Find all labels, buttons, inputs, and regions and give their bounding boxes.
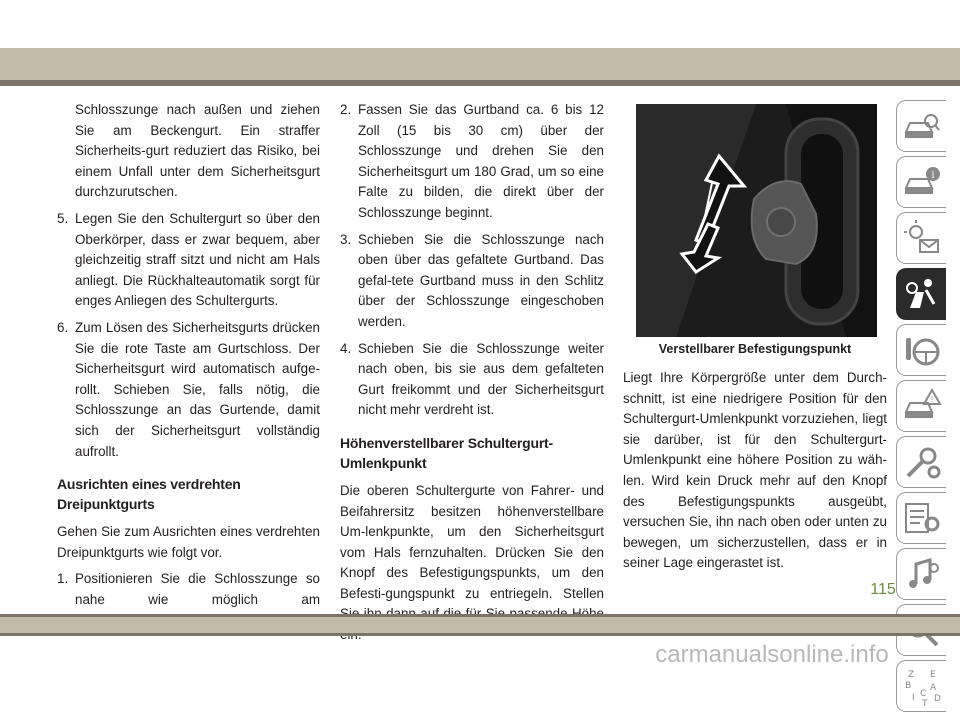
tab-service[interactable]	[896, 436, 946, 488]
list-number: 1.	[57, 571, 69, 587]
list-number: 2.	[340, 102, 352, 117]
tab-safety[interactable]	[896, 268, 946, 320]
index-letter: E	[929, 670, 936, 680]
music-gear-icon	[902, 554, 942, 594]
seatbelt-anchor-image	[636, 104, 877, 337]
column-left	[57, 100, 320, 637]
svg-text:i: i	[930, 170, 935, 181]
light-mail-icon	[902, 218, 942, 258]
list-text: Legen Sie den Schultergurt so über den Oberkörper, dass er zwar bequem, aber gleichzeitig straff sitzt und nicht am Hals anliegt. Die Rückhalteautomatik sorgt für enges Anliegen des Schultergurts.	[75, 210, 320, 309]
tab-emergency[interactable]	[896, 380, 946, 432]
column-middle	[340, 100, 604, 652]
header-band	[0, 48, 960, 80]
index-letter: C	[919, 689, 926, 699]
index-letter: B	[904, 681, 911, 691]
list-number: 4.	[340, 340, 352, 356]
page-number: 115	[870, 581, 896, 598]
list-text: Schieben Sie die Schlosszunge nach oben über das gefaltete Gurtband. Das gefal-tete Gurtband muss in den Schlitz über der Schlosszunge eingeschoben werden.	[358, 231, 604, 329]
index-letter: D	[933, 694, 941, 704]
list-item	[340, 230, 604, 333]
list-number: 5.	[57, 210, 69, 226]
section-heading: Höhenverstellbarer Schultergurt-Umlenkpunkt	[340, 434, 553, 471]
list-item	[57, 209, 320, 312]
index-letter: I	[911, 693, 915, 703]
list-item	[340, 339, 604, 421]
steering-wheel-icon	[902, 330, 942, 370]
list-item	[57, 318, 320, 462]
anchor-photo	[636, 104, 877, 337]
header-rule	[0, 80, 960, 86]
tab-multimedia[interactable]	[896, 548, 946, 600]
tab-driving[interactable]	[896, 324, 946, 376]
footer-band	[0, 617, 960, 633]
index-letter: A	[929, 683, 936, 693]
list-number: 6.	[57, 319, 69, 335]
list-text: Positionieren Sie die Schlosszunge so nahe wie möglich am	[75, 571, 320, 607]
intro-paragraph: Schlosszunge nach außen und ziehen Sie am Beckengurt. Ein straffer Sicherheits-gurt reduziert das Risiko, bei einem Unfall unter dem Sicherheitsgurt durchzurutschen.	[75, 102, 320, 200]
list-text: Zum Lösen des Sicherheitsgurts drücken Sie die rote Taste am Gurtschloss. Der Sicherheitsgurt wird automatisch aufge-rollt. Schieben Sie, falls nötig, die Schlosszunge an das Gurtende, damit sich der Sicherheitsgurt vollständig aufrollt.	[75, 319, 320, 459]
body-paragraph: Gehen Sie zum Ausrichten eines verdrehten Dreipunktgurts wie folgt vor.	[57, 524, 320, 560]
list-item	[340, 100, 604, 224]
svg-text:!: !	[930, 395, 933, 404]
body-paragraph: Die oberen Schultergurte von Fahrer- und Beifahrersitz besitzen höhenverstellbare Um-lenkpunkte, um den Sicherheitsgurt vom Hals fernzuhalten. Drücken Sie den Knopf des Befestigungspunkts, um den Befesti-gungspunkt zu entriegeln. Stellen	[340, 482, 604, 601]
section-heading: Ausrichten eines verdrehten Dreipunktgurts	[57, 476, 241, 513]
car-info-icon	[902, 162, 942, 202]
spec-list-gear-icon	[902, 498, 942, 538]
index-letter: T	[921, 699, 927, 706]
column-right	[623, 368, 887, 580]
tab-vehicle-search[interactable]	[896, 100, 946, 152]
tools-icon	[902, 442, 942, 482]
tab-specifications[interactable]	[896, 492, 946, 544]
warning-car-icon	[902, 386, 942, 426]
watermark-text: carmanualsonline.info	[655, 641, 889, 668]
list-text: Fassen Sie das Gurtband ca. 6 bis 12 Zoll (15 bis 30 cm) über der Schlosszunge und drehen Sie den Sicherheitsgurt um 180 Grad, um so eine Falte zu bilden, die direkt über der Schlosszunge beginnt.	[358, 102, 604, 220]
index-letters-icon	[902, 666, 942, 706]
tab-vehicle-info[interactable]	[896, 156, 946, 208]
footer-rule	[0, 633, 960, 636]
tab-lights-messages[interactable]	[896, 212, 946, 264]
figure-caption: Verstellbarer Befestigungspunkt	[658, 342, 852, 356]
list-text: Schieben Sie die Schlosszunge weiter nach oben, bis sie aus dem gefalteten Gurt freikommt und der Sicherheitsgurt nicht mehr verdreht ist.	[358, 340, 604, 418]
list-number: 3.	[340, 231, 352, 247]
index-letter: Z	[907, 670, 914, 680]
body-paragraph: Liegt Ihre Körpergröße unter dem Durch-schnitt, ist eine niedrigere Position für den Schultergurt-Umlenkpunkt vorzuziehen, liegt sie darüber, ist für den Schultergurt-Umlenkpunkt eine höhere Position zu wäh-len. Wird kein Druck mehr auf den Knopf des Befestigungspunkts ausgeübt, versuchen Sie, ihn nach oben oder unten zu bewegen, um sicherzustellen, dass er in seiner Lage eingerastet ist.	[623, 370, 887, 571]
car-search-icon	[902, 106, 942, 146]
airbag-seat-icon	[902, 274, 942, 314]
